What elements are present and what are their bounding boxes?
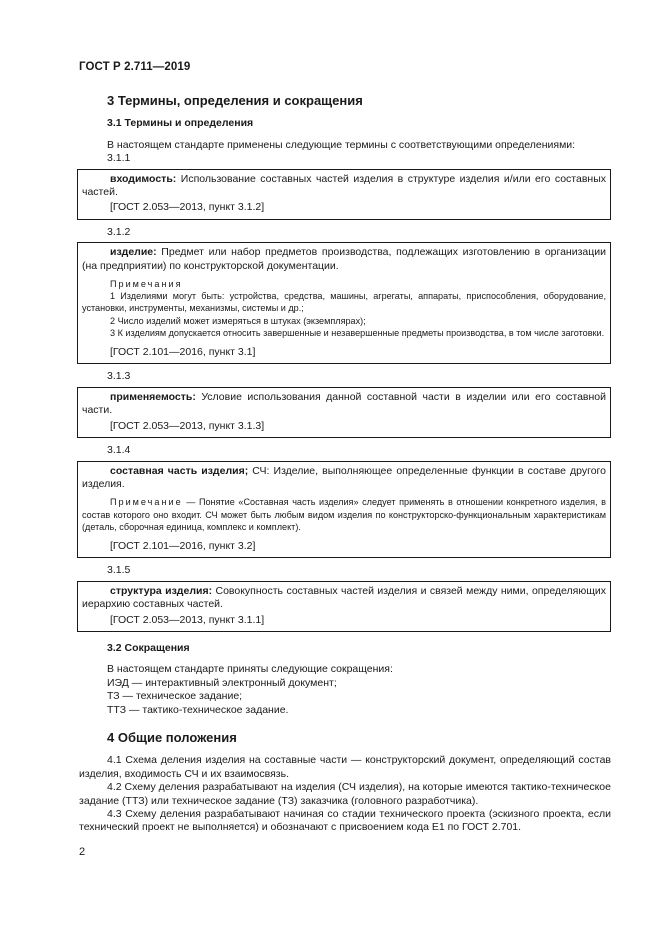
page-content: [79, 88, 611, 835]
term-box-primenyaemost: [77, 387, 611, 438]
term-box-sostavnaya-chast: [77, 461, 611, 559]
note-2: 2 Число изделий может измеряться в штуках (экземплярах);: [110, 315, 366, 326]
note-1: 1 Изделиями могут быть: устройства, средства, машины, агрегаты, аппараты, приспособления, оборудование, установки, инструменты, механизмы, системы и др.;: [82, 291, 606, 314]
term-name: входимость:: [110, 172, 177, 185]
term-definition: [82, 246, 606, 273]
paragraph-4-1: 4.1 Схема деления изделия на составные части — конструкторский документ, определяющий состав изделия, входимость СЧ и их взаимосвязь.: [79, 754, 611, 780]
term-reference: [ГОСТ 2.101—2016, пункт 3.1]: [110, 346, 256, 359]
term-box-struktura: [77, 581, 611, 632]
term-number: 3.1.1: [107, 152, 131, 165]
paragraph-4-3: 4.3 Схему деления разрабатывают начиная со стадии технического проекта (эскизного проекта, если технический проект не выполняется) и обозначают с присвоением кода Е1 по ГОСТ 2.701.: [79, 808, 611, 834]
paragraph-4-2: 4.2 Схему деления разрабатывают на изделия (СЧ изделия), на которые имеются тактико-техническое задание (ТТЗ) или техническое задание (ТЗ) заказчика (головного разработчика).: [79, 781, 611, 807]
subsection-3-1-title: 3.1 Термины и определения: [107, 117, 254, 130]
term-definition: [82, 173, 606, 200]
note-text: — Понятие «Составная часть изделия» следует применять в отношении конкретного изделия, в состав которого оно входит. СЧ может быть любым видом изделия по конструкторско-функциональным характеристикам (деталь, сборочная единица, комплекс и комплект).: [82, 497, 606, 532]
term-number: 3.1.5: [107, 564, 131, 577]
term-name: структура изделия:: [110, 584, 213, 597]
term-text: Использование составных частей изделия в структуре изделия и/или его составных частей.: [82, 172, 606, 199]
note-3: 3 К изделиям допускается относить завершенные и незавершенные предметы производства, в том числе заготовки.: [110, 327, 605, 338]
subsection-3-1-intro: В настоящем стандарте применены следующие термины с соответствующими определениями:: [107, 138, 576, 151]
term-text: Предмет или набор предметов производства, подлежащих изготовлению в организации (на предприятии) по конструкторской документации.: [82, 246, 606, 272]
abbreviation-item: ТЗ — техническое задание;: [107, 690, 243, 703]
abbreviation-item: ТТЗ — тактико-техническое задание.: [107, 703, 289, 716]
term-text: Условие использования данной составной части в изделии или его составной части.: [82, 390, 606, 417]
abbreviations-intro: В настоящем стандарте приняты следующие сокращения:: [107, 663, 393, 676]
term-number: 3.1.4: [107, 444, 131, 457]
page-number: 2: [79, 846, 86, 858]
term-box-izdelie: [77, 242, 611, 364]
term-number: 3.1.2: [107, 225, 131, 238]
term-number: 3.1.3: [107, 370, 131, 383]
abbreviations-list: [79, 663, 611, 717]
term-definition: [82, 585, 606, 612]
subsection-3-2-title: 3.2 Сокращения: [107, 641, 190, 654]
term-reference: [ГОСТ 2.053—2013, пункт 3.1.3]: [110, 419, 265, 432]
term-reference: [ГОСТ 2.101—2016, пункт 3.2]: [110, 539, 256, 552]
term-name: составная часть изделия;: [110, 464, 249, 477]
term-name: применяемость:: [110, 390, 196, 403]
term-note: [82, 496, 606, 533]
notes-label: Примечания: [110, 279, 183, 290]
section-3-title: 3 Термины, определения и сокращения: [107, 93, 363, 108]
term-definition: [82, 465, 606, 492]
document-header: ГОСТ Р 2.711—2019: [79, 61, 191, 73]
abbreviation-item: ИЭД — интерактивный электронный документ;: [107, 676, 337, 689]
term-text: Совокупность составных частей изделия и связей между ними, определяющих иерархию составных частей.: [82, 584, 606, 611]
note-label: Примечание: [110, 497, 183, 508]
section-4-title: 4 Общие положения: [107, 730, 237, 745]
term-text: : Изделие, выполняющее определенные функции в составе другого изделия.: [82, 464, 606, 490]
term-reference: [ГОСТ 2.053—2013, пункт 3.1.1]: [110, 613, 265, 626]
term-reference: [ГОСТ 2.053—2013, пункт 3.1.2]: [110, 201, 265, 214]
term-abbreviation: СЧ: [248, 464, 267, 477]
term-box-vkhodimost: [77, 169, 611, 220]
term-definition: [82, 391, 606, 418]
term-name: изделие:: [110, 246, 157, 259]
